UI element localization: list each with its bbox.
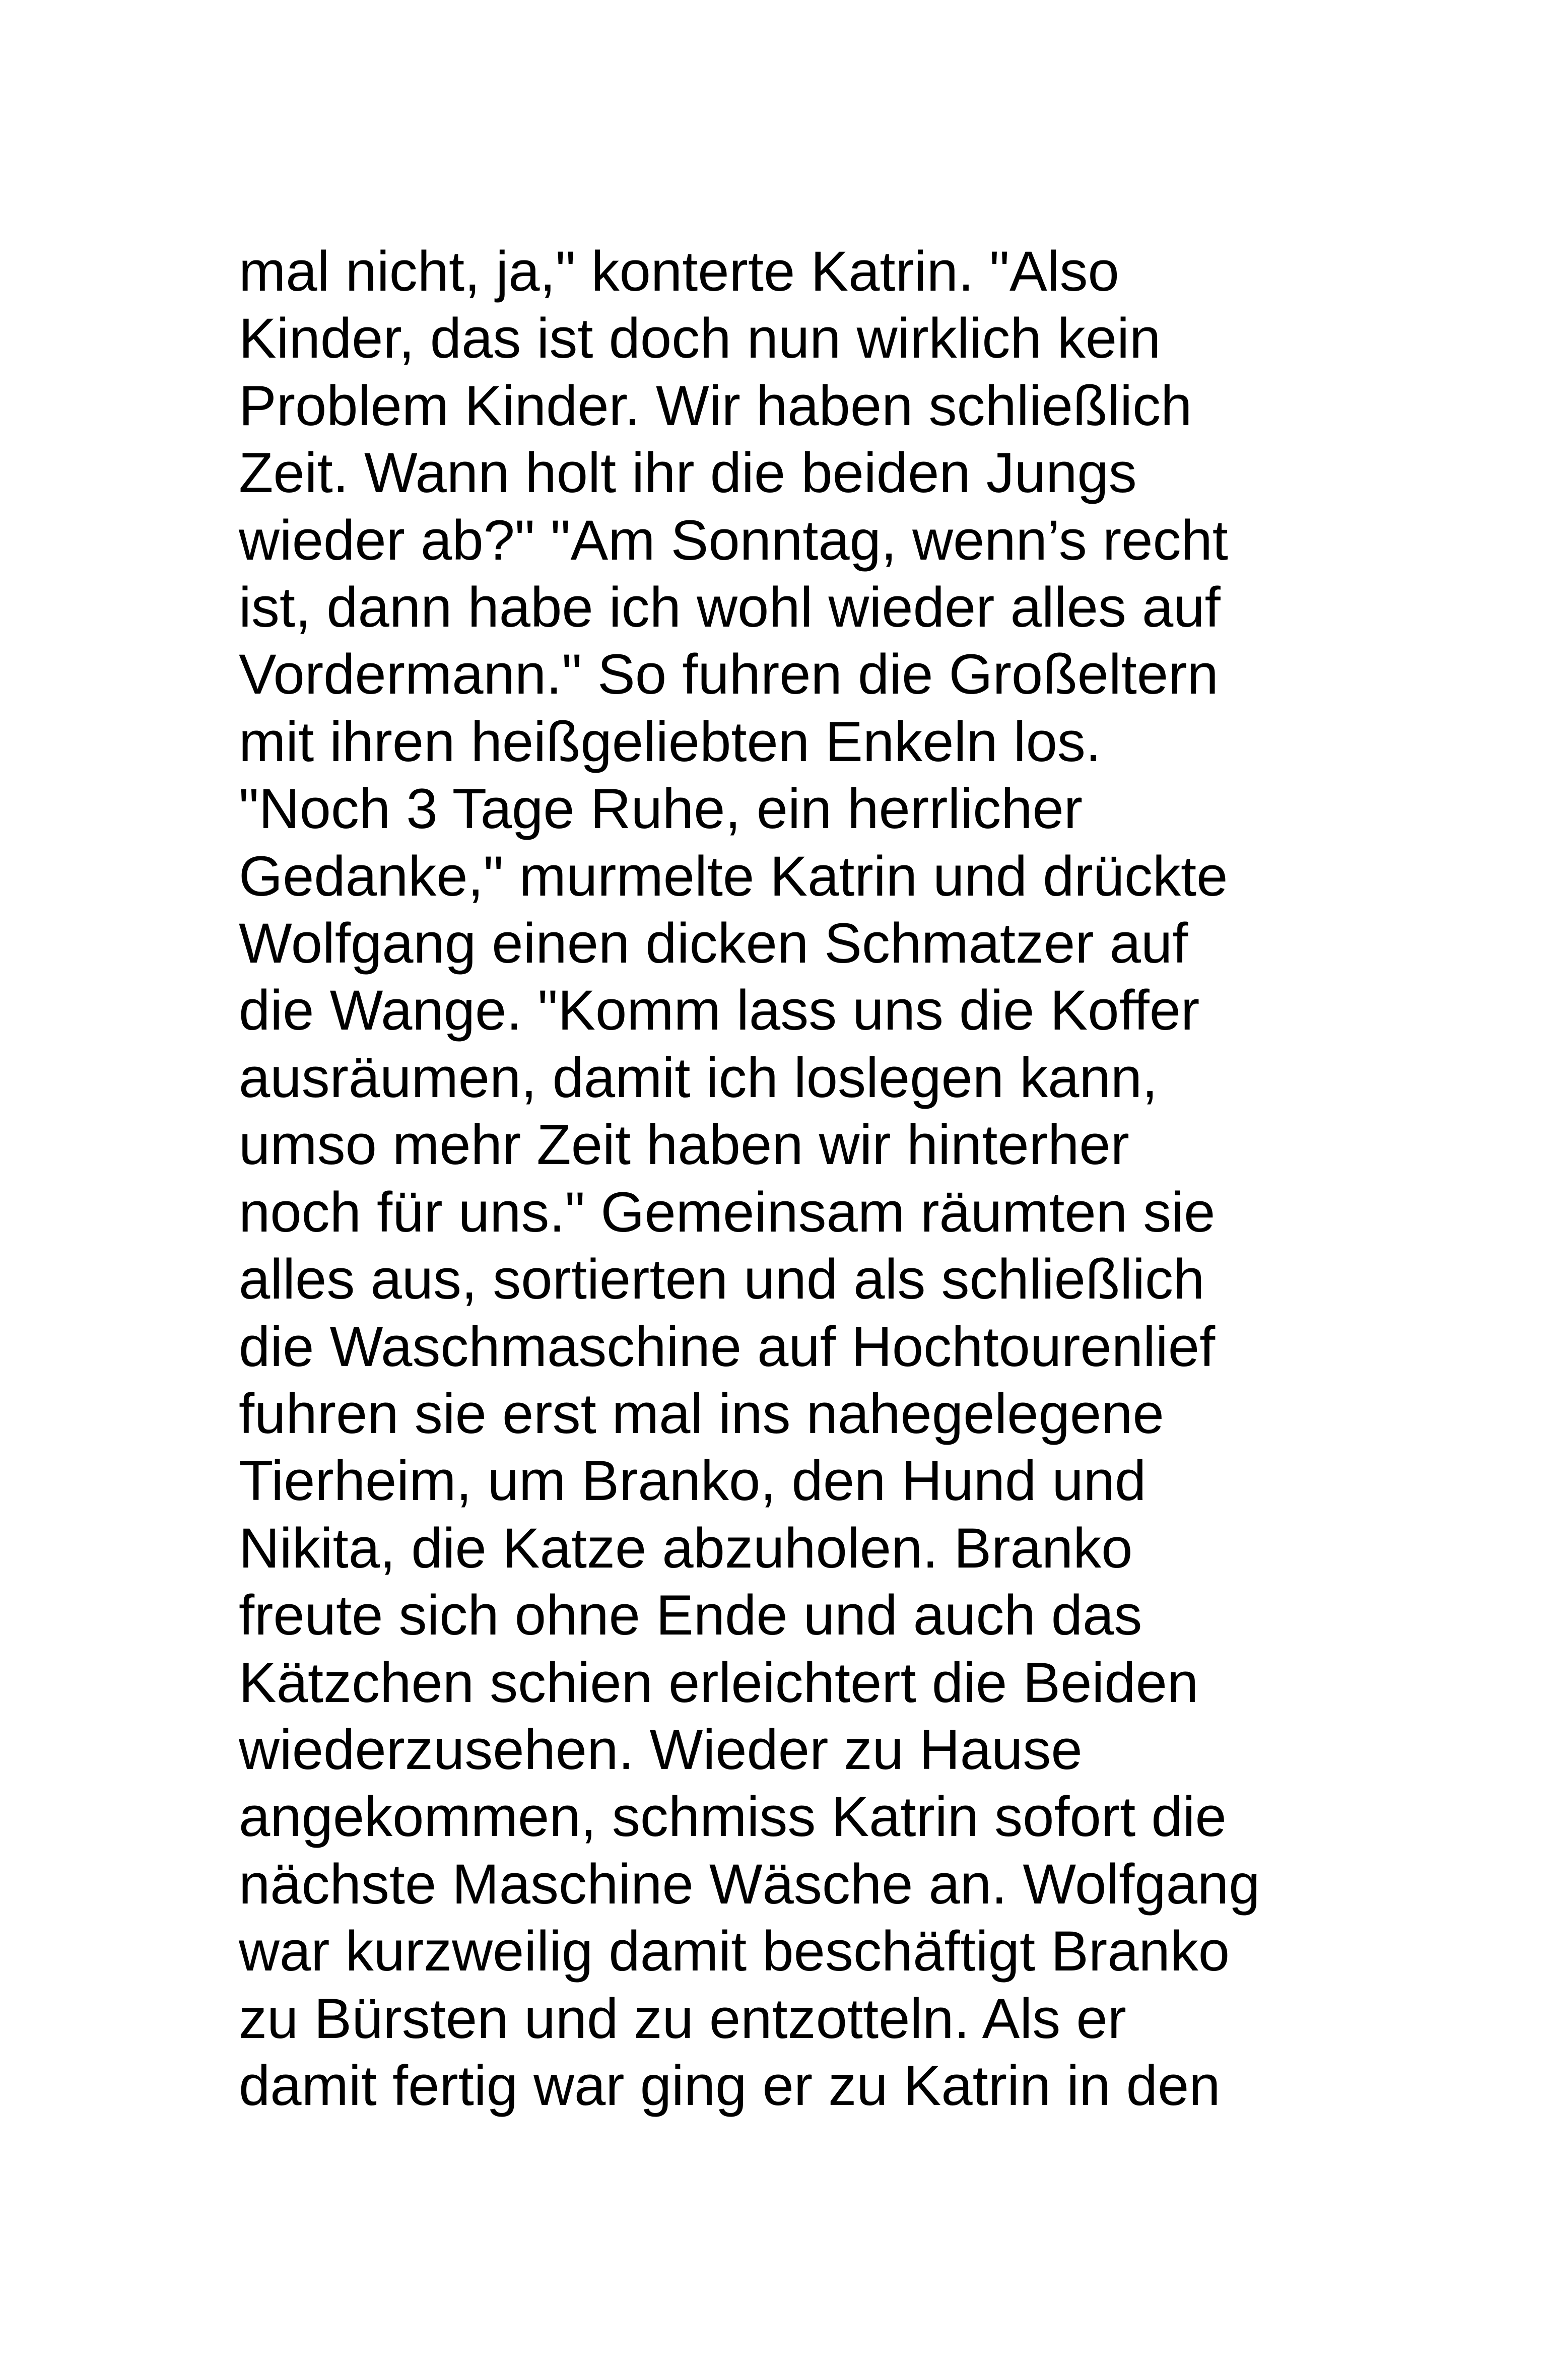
text-line: Problem Kinder. Wir haben schließlich <box>239 374 1192 437</box>
text-line: damit fertig war ging er zu Katrin in den <box>239 2054 1221 2117</box>
text-line: die Wange. "Komm lass uns die Koffer <box>239 979 1200 1042</box>
text-line: Vordermann." So fuhren die Großeltern <box>239 643 1219 706</box>
text-line: die Waschmaschine auf Hochtourenlief <box>239 1315 1216 1378</box>
body-text <box>239 238 1347 2119</box>
text-line: Wolfgang einen dicken Schmatzer auf <box>239 912 1188 975</box>
text-line: mal nicht, ja," konterte Katrin. "Also <box>239 240 1119 303</box>
text-line: Kinder, das ist doch nun wirklich kein <box>239 307 1161 370</box>
text-line: Zeit. Wann holt ihr die beiden Jungs <box>239 441 1137 505</box>
text-line: war kurzweilig damit beschäftigt Branko <box>239 1920 1230 1983</box>
text-line: zu Bürsten und zu entzotteln. Als er <box>239 1987 1126 2050</box>
text-line: angekommen, schmiss Katrin sofort die <box>239 1785 1227 1849</box>
text-line: Nikita, die Katze abzuholen. Branko <box>239 1516 1133 1580</box>
text-line: Gedanke," murmelte Katrin und drückte <box>239 844 1228 908</box>
text-line: Kätzchen schien erleichtert die Beiden <box>239 1651 1199 1714</box>
text-line: wiederzusehen. Wieder zu Hause <box>239 1718 1083 1781</box>
text-line: mit ihren heißgeliebten Enkeln los. <box>239 710 1102 773</box>
text-line: nächste Maschine Wäsche an. Wolfgang <box>239 1852 1260 1916</box>
text-line: umso mehr Zeit haben wir hinterher <box>239 1113 1129 1177</box>
text-line: ist, dann habe ich wohl wieder alles auf <box>239 576 1221 639</box>
text-line: freute sich ohne Ende und auch das <box>239 1584 1142 1647</box>
text-line: alles aus, sortierten und als schließlich <box>239 1248 1205 1311</box>
text-line: "Noch 3 Tage Ruhe, ein herrlicher <box>239 777 1083 841</box>
text-line: fuhren sie erst mal ins nahegelegene <box>239 1382 1164 1445</box>
text-line: Tierheim, um Branko, den Hund und <box>239 1449 1147 1513</box>
text-line: wieder ab?" "Am Sonntag, wenn’s recht <box>239 508 1228 572</box>
text-line: noch für uns." Gemeinsam räumten sie <box>239 1180 1216 1244</box>
text-line: ausräumen, damit ich loslegen kann, <box>239 1046 1158 1109</box>
